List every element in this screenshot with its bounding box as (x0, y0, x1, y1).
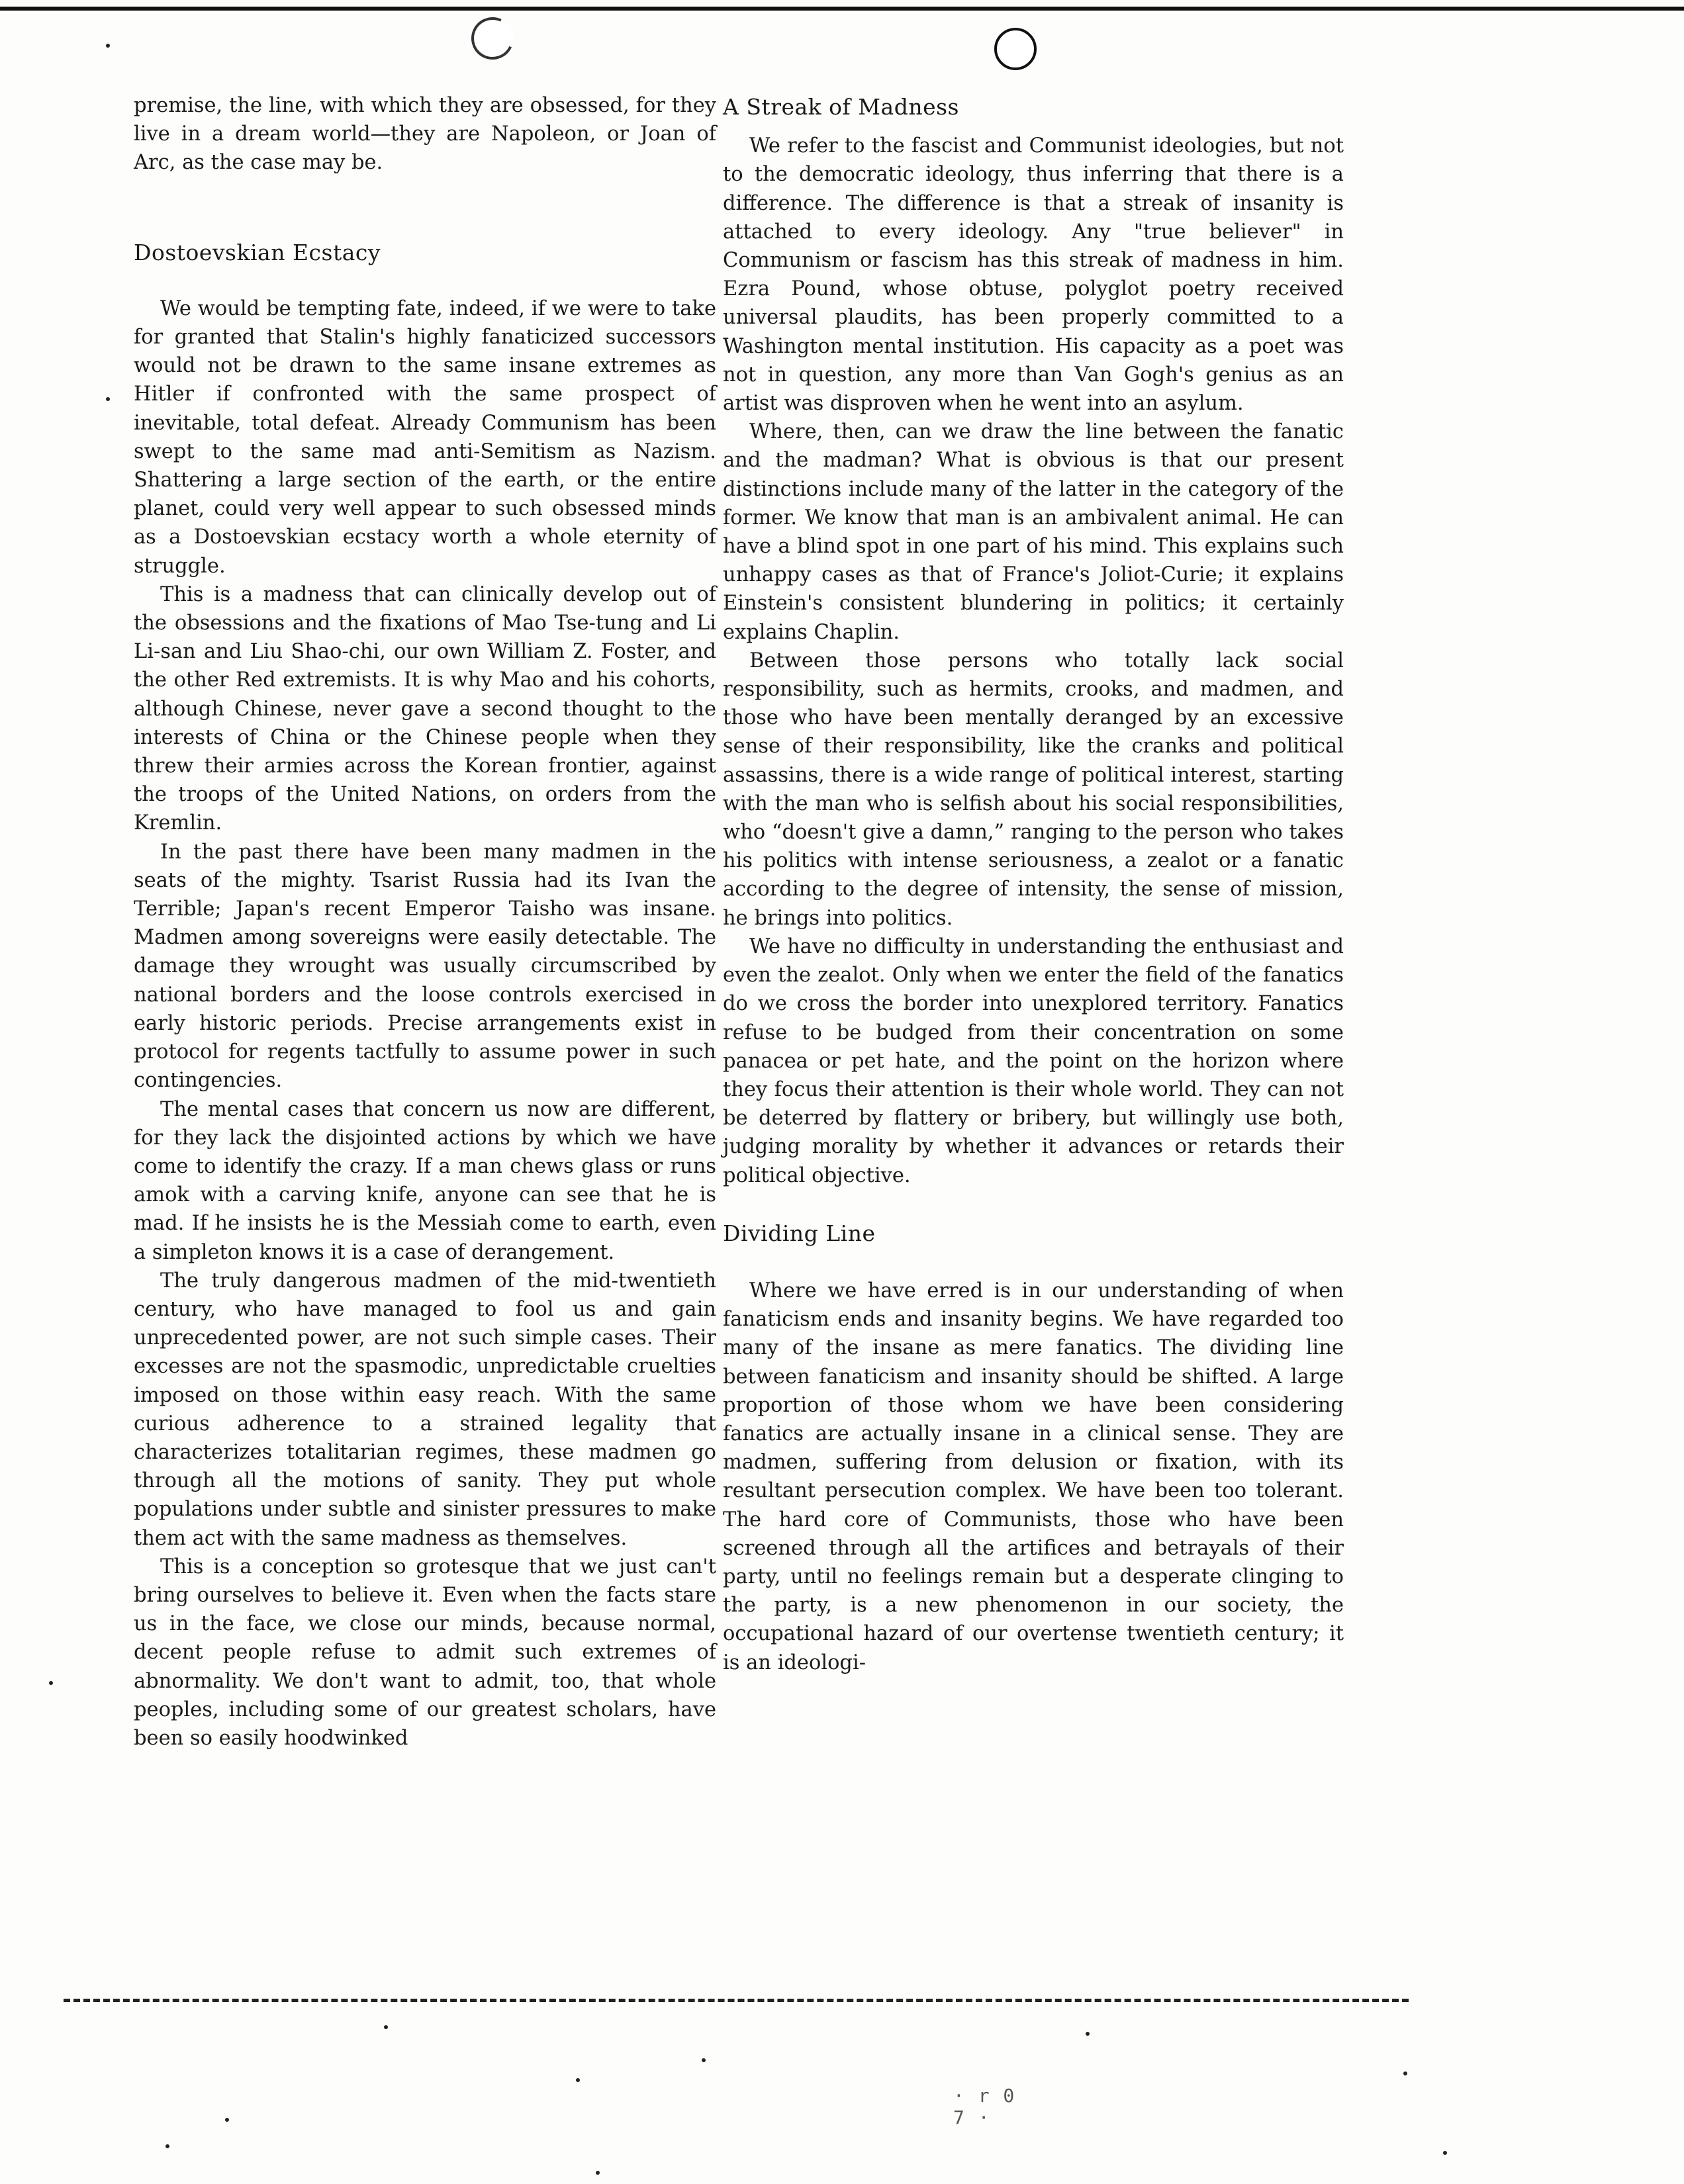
continued-paragraph: premise, the line, with which they are obsessed, for they live in a dream world—they are Napoleon, or Joan of Arc, as the case may be. (134, 94, 716, 175)
body-paragraph: We would be tempting fate, indeed, if we were to take for granted that Stalin's highly fanaticized successors would not be drawn to the same insane extremes as Hitler if confronted with the same prospect of inevitable, total defeat. Already Communism has been swept to the same mad anti-Semitism as Nazism. Shattering a large section of the earth, or the entire planet, could very well appear to such obsessed minds as a Dostoevskian ecstacy worth a whole eternity of struggle. (134, 296, 716, 578)
binder-hole-left (465, 11, 520, 66)
body-paragraph: The truly dangerous madmen of the mid-twentieth century, who have managed to fool us and gain unprecedented power, are not such simple cases. Their excesses are not the spasmodic, unpredictable cruelties imposed on those within easy reach. With the same curious adherence to a strained legality that characterizes totalitarian regimes, these madmen go through all the motions of sanity. They put whole populations under subtle and sinister pressures to make them act with the same madness as themselves. (134, 1269, 716, 1550)
scan-speck (225, 2118, 229, 2122)
section-heading-dividing-line: Dividing Line (723, 1220, 876, 1246)
body-paragraph: This is a conception so grotesque that we just can't bring ourselves to believe it. Even when the facts stare us in the face, we close our minds, because normal, decent people refuse to admit such extremes of abnormality. We don't want to admit, too, that whole peoples, including some of our greatest scholars, have been so easily hoodwinked (134, 1555, 716, 1750)
body-paragraph: We have no difficulty in understanding the enthusiast and even the zealot. Only when we enter the field of the fanatics do we cross the border into unexplored territory. Fanatics refuse to be budged from their concentration on some panacea or pet hate, and the point on the horizon where they focus their attention is their whole world. They can not be deterred by flattery or bribery, but willingly use both, judging morality by whether it advances or retards their political objective. (723, 934, 1344, 1187)
body-paragraph: Between those persons who totally lack social responsibility, such as hermits, crooks, and madmen, and those who have been mentally deranged by an excessive sense of their responsibility, like the cranks and political assassins, there is a wide range of political interest, starting with the man who is selfish about his social responsibilities, who “doesn't give a damn,” ranging to the person who takes his politics with intense seriousness, a zealot or a fanatic according to the degree of intensity, the sense of mission, he brings into politics. (723, 649, 1344, 930)
top-border-rule (0, 7, 1684, 11)
body-paragraph: Where, then, can we draw the line between the fanatic and the madman? What is obvious is that our present distinctions include many of the latter in the category of the former. We know that man is an ambivalent animal. He can have a blind spot in one part of his mind. This explains such unhappy cases as that of France's Joliot-Curie; it explains Einstein's consistent blundering in politics; it certainly explains Chaplin. (723, 420, 1344, 644)
section-heading-dostoevskian-ecstacy: Dostoevskian Ecstacy (134, 239, 381, 265)
scan-speck (384, 2025, 388, 2029)
body-paragraph: This is a madness that can clinically develop out of the obsessions and the fixations of Mao Tse-tung and Li Li-san and Liu Shao-chi, our own William Z. Foster, and the other Red extremists. It is why Mao and his cohorts, although Chinese, never gave a second thought to the interests of China or the Chinese people when they threw their armies across the Korean frontier, against the troops of the United Nations, on orders from the Kremlin. (134, 582, 716, 835)
binder-hole-right (994, 28, 1037, 70)
body-paragraph: The mental cases that concern us now are different, for they lack the disjointed actions by which we have come to identify the crazy. If a man chews glass or runs amok with a carving knife, anyone can see that he is mad. If he insists he is the Messiah come to earth, even a simpleton knows it is a case of derangement. (134, 1097, 716, 1264)
scan-speck (1443, 2151, 1447, 2155)
scan-speck (106, 44, 110, 48)
scan-speck (106, 397, 110, 401)
page-folio: · r 0 7 · (953, 2085, 1016, 2128)
scan-speck (49, 1681, 53, 1685)
scan-speck (576, 2078, 580, 2082)
body-paragraph: We refer to the fascist and Communist ideologies, but not to the democratic ideology, thus inferring that there is a difference. The difference is that a streak of insanity is attached to every ideology. Any "true believer" in Communism or fascism has this streak of madness in him. Ezra Pound, whose obtuse, polyglot poetry received universal plaudits, has been properly committed to a Washington mental institution. His capacity as a poet was not in question, any more than Van Gogh's genius as an artist was disproven when he went into an asylum. (723, 134, 1344, 416)
scan-speck (1086, 2032, 1090, 2036)
scan-speck (702, 2058, 706, 2062)
body-paragraph: In the past there have been many madmen in the seats of the mighty. Tsarist Russia had its Ivan the Terrible; Japan's recent Emperor Taisho was insane. Madmen among sovereigns were easily detectable. The damage they wrought was usually circumscribed by national borders and the loose controls exercised in early historic periods. Precise arrangements exist in protocol for regents tactfully to assume power in such contingencies. (134, 840, 716, 1093)
right-column (723, 93, 1344, 1677)
section-heading-streak-of-madness: A Streak of Madness (723, 94, 959, 120)
body-paragraph: Where we have erred is in our understanding of when fanaticism ends and insanity begins. We have regarded too many of the insane as mere fanatics. The dividing line between fanaticism and insanity should be shifted. A large proportion of those whom we have been considering fanatics are actually insane in a clinical sense. They are madmen, suffering from delusion or fixation, with its resultant persecution complex. We have been too tolerant. The hard core of Communists, those who have been screened through all the artifices and betrayals of their party, until no feelings remain but a desperate clinging to the party, is a new phenomenon in our society, the occupational hazard of our overtense twentieth century; it is an ideologi- (723, 1279, 1344, 1674)
scan-speck (165, 2144, 169, 2148)
scan-speck (596, 2171, 600, 2175)
bottom-dashed-rule (64, 1999, 1409, 2002)
scan-speck (1403, 2071, 1407, 2075)
left-column (134, 91, 716, 1752)
